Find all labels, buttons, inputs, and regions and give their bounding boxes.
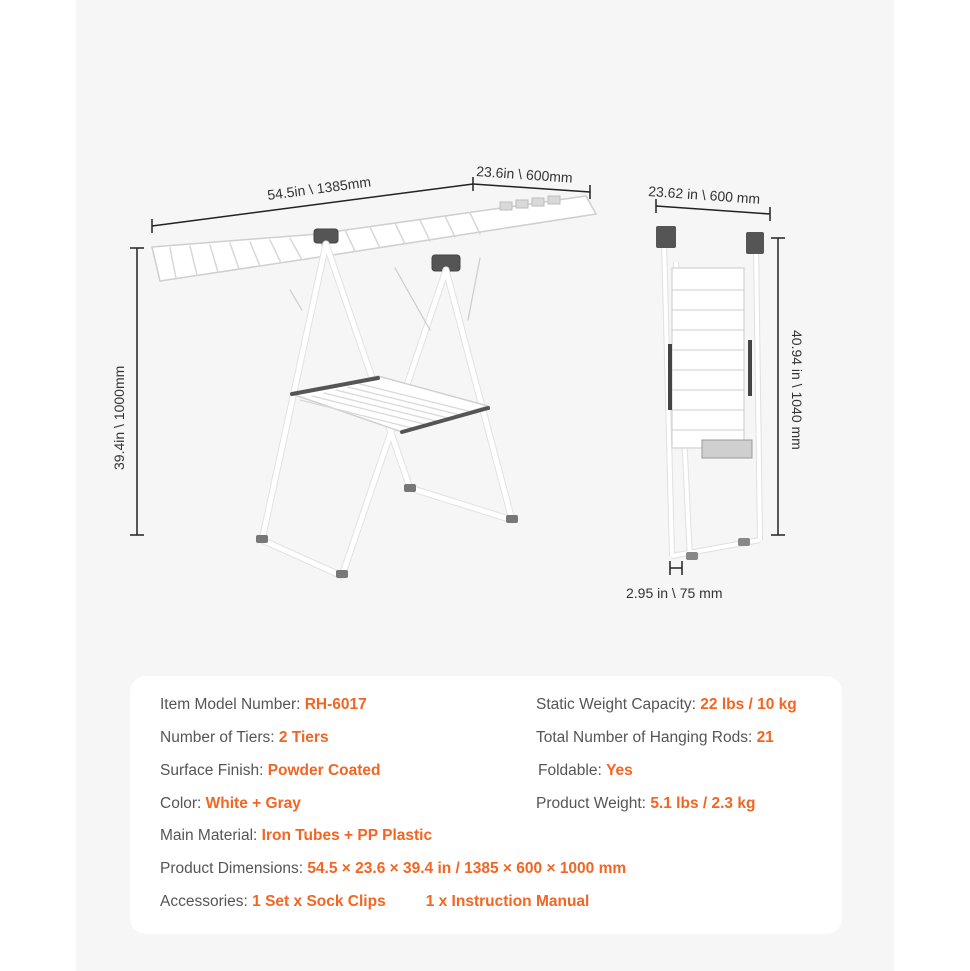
folded-thickness-label: 2.95 in \ 75 mm	[626, 585, 723, 601]
spec-capacity	[536, 696, 797, 714]
spec-capacity-value: 22 lbs / 10 kg	[700, 696, 797, 713]
folded-width-label: 23.62 in \ 600 mm	[647, 183, 761, 207]
spec-foldable-value: Yes	[606, 762, 633, 779]
spec-accessories-label: Accessories:	[160, 893, 253, 910]
spec-rods-label: Total Number of Hanging Rods:	[536, 729, 757, 746]
spec-tiers-value: 2 Tiers	[278, 729, 329, 746]
spec-color-label: Color:	[160, 795, 206, 812]
spec-finish	[160, 762, 381, 780]
folded-rack-illustration	[656, 226, 764, 560]
spec-tiers	[160, 729, 329, 747]
spec-foldable	[538, 762, 633, 780]
spec-color-value: White + Gray	[205, 795, 301, 812]
spec-product-dimensions	[160, 860, 626, 878]
spec-model-label: Item Model Number:	[160, 696, 305, 713]
spec-weight	[536, 795, 755, 813]
spec-accessories-value-2: 1 x Instruction Manual	[425, 893, 590, 910]
spec-rods	[536, 729, 774, 747]
spec-weight-label: Product Weight:	[536, 795, 651, 812]
spec-tiers-label: Number of Tiers:	[160, 729, 279, 746]
spec-product-dimensions-label: Product Dimensions:	[160, 860, 308, 877]
spec-foldable-label: Foldable:	[538, 762, 607, 779]
specifications-card	[130, 676, 842, 934]
spec-finish-label: Surface Finish:	[160, 762, 268, 779]
spec-accessories	[160, 893, 589, 911]
spec-model	[160, 696, 367, 714]
spec-material	[160, 827, 432, 845]
spec-model-value: RH-6017	[304, 696, 367, 713]
spec-material-label: Main Material:	[160, 827, 262, 844]
spec-rods-value: 21	[756, 729, 774, 746]
spec-material-value: Iron Tubes + PP Plastic	[261, 827, 433, 844]
open-rack-illustration	[152, 196, 596, 578]
folded-height-label: 40.94 in \ 1040 mm	[789, 330, 805, 450]
spec-capacity-label: Static Weight Capacity:	[536, 696, 701, 713]
open-width-label: 54.5in \ 1385mm	[266, 173, 372, 203]
spec-finish-value: Powder Coated	[267, 762, 381, 779]
open-depth-label: 23.6in \ 600mm	[475, 163, 574, 186]
spec-weight-value: 5.1 lbs / 2.3 kg	[650, 795, 756, 812]
spec-accessories-value-1: 1 Set x Sock Clips	[252, 893, 386, 910]
open-height-label: 39.4in \ 1000mm	[111, 365, 127, 470]
spec-product-dimensions-value: 54.5 × 23.6 × 39.4 in / 1385 × 600 × 1000 mm	[307, 860, 627, 877]
spec-color	[160, 795, 301, 813]
